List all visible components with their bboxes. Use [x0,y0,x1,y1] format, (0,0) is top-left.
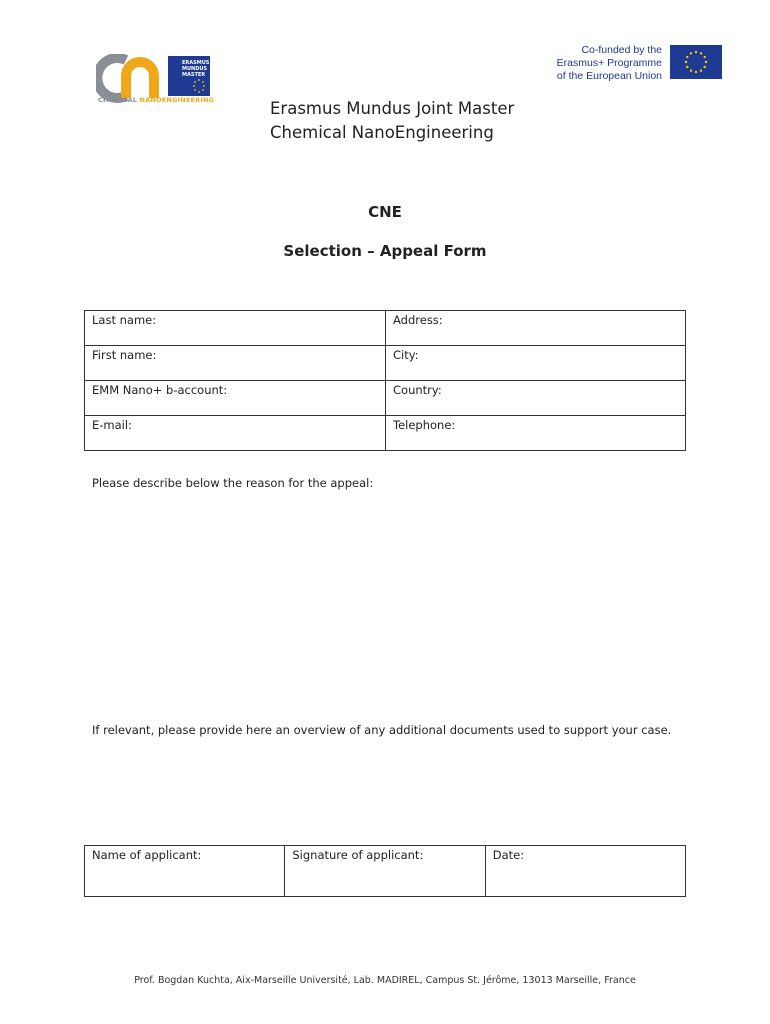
appeal-reason-prompt: Please describe below the reason for the appeal: [92,476,374,490]
table-row [85,416,686,451]
date-field[interactable] [485,846,685,897]
applicant-name-field[interactable] [85,846,285,897]
city-field[interactable] [386,346,686,381]
document-title: Selection – Appeal Form [283,242,487,260]
first-name-field[interactable] [85,346,386,381]
applicant-name-label: Name of applicant: [92,848,202,862]
eu-line-1: Co-funded by the [581,44,662,56]
footer-address: Prof. Bogdan Kuchta, Aix-Marseille Université, Lab. MADIREL, Campus St. Jérôme, 13013 Marseille, France [134,975,636,986]
telephone-label: Telephone: [393,418,456,432]
badge-line-3: MASTER [182,72,206,78]
supporting-documents-prompt: If relevant, please provide here an overview of any additional documents used to support your case. [92,723,672,737]
eu-flag-icon [670,45,722,79]
email-field[interactable] [85,416,386,451]
table-row [85,381,686,416]
country-field[interactable] [386,381,686,416]
address-label: Address: [393,313,443,327]
program-line-1: Erasmus Mundus Joint Master [270,99,515,118]
account-field[interactable] [85,381,386,416]
cne-logo-caption [98,96,214,104]
eu-funding-text [520,44,662,83]
account-label: EMM Nano+ b-account: [92,383,228,397]
country-label: Country: [393,383,442,397]
address-field[interactable] [386,311,686,346]
badge-line-2: MUNDUS [182,66,208,72]
table-row [85,311,686,346]
applicant-info-table [84,310,686,451]
signature-label: Signature of applicant: [292,848,424,862]
last-name-field[interactable] [85,311,386,346]
telephone-field[interactable] [386,416,686,451]
eu-line-2: Erasmus+ Programme [556,57,662,69]
table-row [85,346,686,381]
last-name-label: Last name: [92,313,157,327]
signature-table [84,845,686,897]
program-line-2: Chemical NanoEngineering [270,123,494,142]
first-name-label: First name: [92,348,157,362]
logo-caption-part1: CHEMICAL [98,96,140,104]
eu-line-3: of the European Union [556,70,662,82]
document-code: CNE [368,203,402,221]
program-title [270,97,514,145]
email-label: E-mail: [92,418,132,432]
logo-caption-part2: NANOENGINEERING [139,96,215,104]
table-row [85,846,686,897]
date-label: Date: [492,848,525,862]
signature-field[interactable] [285,846,485,897]
badge-line-1: ERASMUS [182,60,210,66]
city-label: City: [393,348,419,362]
